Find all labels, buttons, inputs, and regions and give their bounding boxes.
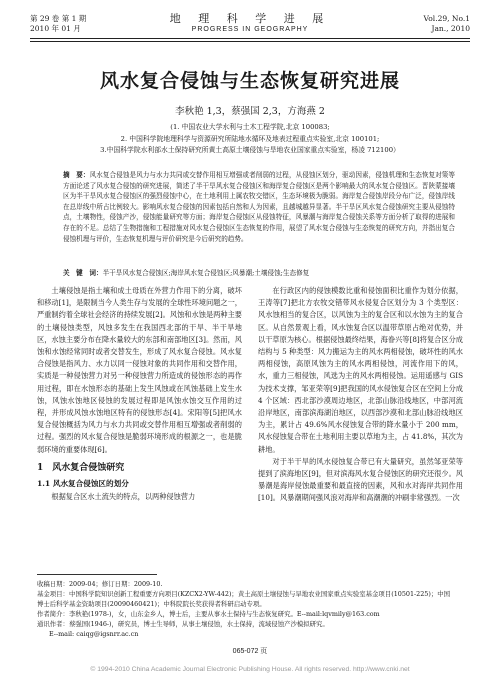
- footnotes: [37, 579, 455, 639]
- article-title: 风水复合侵蚀与生态恢复研究进展: [99, 70, 400, 92]
- abstract: [63, 170, 455, 244]
- body-column-right: [258, 285, 463, 505]
- page-range: 065-072 页: [232, 648, 268, 655]
- date-cn: 2010 年 01 月: [30, 24, 81, 33]
- intro-paragraph: 土壤侵蚀是指土壤和成土母质在外营力作用下的分离，破坏和移动[1]，是限制当今人类生存与发展的全球性环境问题之一，严重制约着全球社会经济的持续发展[2]。风蚀和水蚀是两种主要的土壤侵蚀类型，风蚀多发生在我国西北部的干旱、半干旱地区，水蚀主要分布在降水量较大的东部和南部地区[3]。然而，风蚀和水蚀经常同时或者交替发生，形成了风水复合侵蚀。风水复合侵蚀是指风力、水力以同一侵蚀对象的共同作用和交替作用，实质是一种侵蚀营力对另一种侵蚀营力所造成的侵蚀形态的再作用过程，即在水蚀形态的基础上发生风蚀或在风蚀基础上发生水蚀，风蚀水蚀地区侵蚀的发展过程即是风蚀水蚀交互作用的过程，并形成风蚀水蚀地区特有的侵蚀形态[4]。宋阳等[5]把风水复合侵蚀概括为风力与水力共同或交替作用相互增强或者削弱的过程。强烈的风水复合侵蚀是脆弱环境形成的根源之一，也是脆弱环境的重要体现[6]。: [37, 286, 242, 454]
- journal-name-en: PROGRESS IN GEOGRAPHY: [191, 26, 309, 33]
- right-paragraph-1: 在行政区内的侵蚀模数比重和侵蚀面积比重作为划分依据，王涛等[7]把北方农牧交错带风水侵复合区划分为 3 个类型区：风水蚀相当的复合区，以风蚀为主的复合区和以水蚀为主的复合区。从自然景观上看，风水蚀复合区以温带草原占绝对优势，并以干草原为核心。根据侵蚀最终结果，海眷兴等[8]将复合区分成结构与 5 种类型：风力搬运为主的风水两相侵蚀，破坏性的风水两相侵蚀，高原风蚀为主的风水两相侵蚀，河流作用下的风，水，重力三相侵蚀，风选为主的风水两相侵蚀。运用遥感与 GIS 为技术支撑，邹亚荣等[9]把我国的风水侵蚀复合区在空间上分成 4 个区域：西北部沙漠周边地区，北部山脉沿线地区，中部河流沿岸地区，南部滨海湖泊地区，以西部沙漠和北部山脉沿线地区为主，累计占 49.6%风水侵蚀复合带的降水量小于 200 mm，风水侵蚀复合带在土地利用主要以草地为主，占 41.8%，其次为耕地。: [258, 286, 463, 454]
- keywords-label: 关 键 词：: [63, 269, 103, 277]
- affiliations: [40, 122, 460, 157]
- footnote-funding: 基金项目：中国科学院知识创新工程重要方向项目(KZCX2-YW-442)；黄土高原土壤侵蚀与旱地农业国家重点实验室基金项目(10501-225)；中国博士后科学基金资助项目(20090460421)；中科院院长奖获得者科研启动专项。: [37, 590, 451, 608]
- footnote-email: E--mail: caiqg@igsnrr.ac.cn: [49, 630, 139, 638]
- abstract-label: 摘 要：: [63, 171, 90, 179]
- abstract-text: 风水复合侵蚀是风力与水力共同或交替作用相互增强或者削弱的过程，从侵蚀区划分，驱动因素，侵蚀机理和生态恢复对策等方面论述了风水复合侵蚀的研究进展，简述了半干旱风水复合侵蚀区和海岸复合侵蚀区是两个影响最大的风水复合侵蚀区。晋陕蒙接壤区为半干旱风水复合侵蚀区的强烈侵蚀中心，在土地利用上属农牧交错区，生态环境极为脆弱。海岸复合侵蚀岸段分布广泛，侵蚀岸线在总岸线中所占比例较大。影响风水复合侵蚀的因素包括自然和人为因素，且越城越异显著。半干旱区风水复合侵蚀研究主要从侵蚀特点，土壤物性，侵蚀产沙，侵蚀能量研究等方面；海岸复合侵蚀区从侵蚀特征，风暴潮与海岸复合侵蚀关系等方面分析了取得的进展和存在的不足。总结了生物措施和工程措施对风水复合侵蚀区生态恢复的作用，展望了风水复合侵蚀与生态恢复的研究方向，并指出复合侵蚀机理与评价，生态恢复机理与评价研究是今后研究的趋势。: [63, 171, 456, 243]
- subsection-1-1-heading: 1.1 风水复合侵蚀区的划分: [37, 479, 129, 489]
- footnote-corresponding: 通讯作者：蔡强国(1946-)，研究员，博士生导师，从事土壤侵蚀，水土保持，流域侵蚀产沙模拟研究。: [37, 620, 329, 628]
- subsection-1-1-text: 根据复合区水土流失的特点，以两种侵蚀营力: [51, 492, 196, 502]
- body-column-left: [37, 285, 242, 503]
- footnote-received: 收稿日期：2009-04；修订日期：2009-10.: [37, 580, 163, 588]
- header-center: [30, 12, 470, 35]
- header-rule-thin: [30, 41, 470, 42]
- header-right: [424, 14, 470, 34]
- journal-name-cn: 地 理 科 学 进 展: [169, 12, 331, 25]
- right-paragraph-2: 对于半干旱的风水侵蚀复合带已有大量研究，虽然邹亚荣等提到了滨海地区[9]，但对滨海风水复合侵蚀区的研究还很少。风暴潮是海岸侵蚀最重要和最直接的因素，风和水对海岸共同作用[10]。风暴潮期间强风浪对海岸和高潮潮的冲刷非常强烈。一次: [258, 456, 463, 503]
- keywords-text: 半干旱风水复合侵蚀区;海岸风水复合侵蚀区;风暴潮;土壤侵蚀;生态修复: [102, 269, 310, 277]
- affiliation-2: 2. 中国科学院地理科学与资源研究所陆地水循环及地表过程重点实验室,北京 100101;: [120, 134, 380, 143]
- copyright-watermark: © 1994-2010 China Academic Journal Electronic Publishing House. All rights reserved. http://www.cnki.net: [90, 666, 410, 673]
- footnote-rule: [37, 574, 157, 575]
- keywords: [63, 268, 455, 278]
- affiliation-3: 3.中国科学院水利部水土保持研究所黄土高原土壤侵蚀与旱地农业国家重点实验室，杨凌 712100）: [100, 146, 400, 154]
- header-rule-thick: [30, 38, 470, 39]
- date-en: Jan., 2010: [431, 24, 470, 33]
- article-authors: 李秋艳 1,3，蔡强国 2,3，方海燕 2: [175, 106, 325, 117]
- volume-en: Vol.29, No.1: [423, 14, 470, 23]
- section-1-heading: 1 风水复合侵蚀研究: [37, 462, 125, 473]
- affiliation-1: (1. 中国农业大学水利与土木工程学院,北京 100083;: [170, 123, 330, 131]
- volume-cn: 第 29 卷 第 1 期: [30, 14, 87, 23]
- footnote-author: 作者简介：李秋艳(1978-)，女，山东金乡人，博士后，主要从事水土保持与生态恢复研究。E--mail:lqvmily@163.com: [37, 610, 380, 618]
